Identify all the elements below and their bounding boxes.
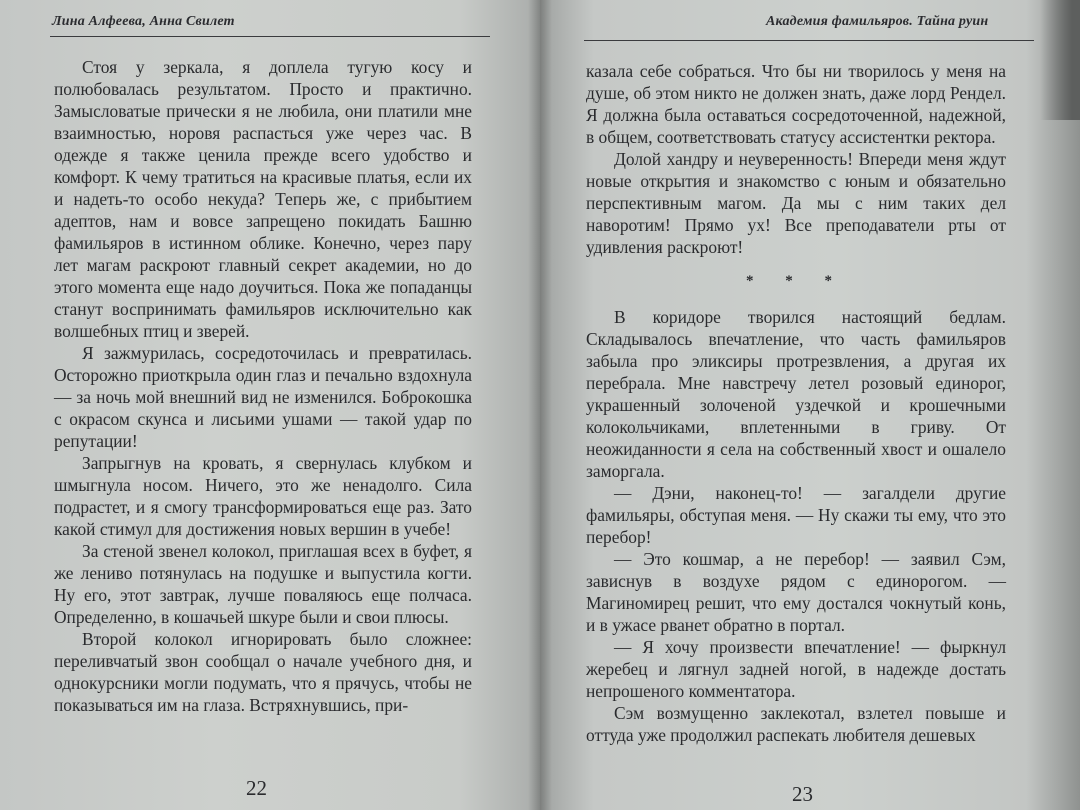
left-running-head: Лина Алфеева, Анна Свилет [52, 14, 235, 29]
paragraph: Второй колокол игнорировать было сложнее: переливчатый звон сообщал о начале учебного дня, и однокурсники могли подумать, что я прячусь, чтобы не показываться им на глаза. Встряхнувшись, при- [54, 629, 472, 715]
left-page-text [54, 56, 472, 716]
book-gutter [528, 0, 552, 810]
paragraph: За стеной звенел колокол, приглашая всех в буфет, я же лениво потянулась на подушке и выпустила когти. Ну его, этот завтрак, лучше поваляюсь еще полчаса. Определенно, в кошачьей шкуре были и свои плюсы. [54, 541, 472, 627]
left-page-number: 22 [246, 776, 267, 800]
paragraph: Сэм возмущенно заклекотал, взлетел повыше и оттуда уже продолжил распекать любителя дешевых [586, 703, 1006, 745]
right-header-rule [584, 40, 1034, 41]
right-running-head: Академия фамильяров. Тайна руин [766, 14, 989, 29]
left-header-rule [50, 36, 490, 37]
edge-shadow [1040, 0, 1080, 120]
paragraph: В коридоре творился настоящий бедлам. Складывалось впечатление, что часть фамильяров забыла про эликсиры протрезвления, а другая их перебрала. Мне навстречу летел розовый единорог, украшенный золоченой уздечкой и крошечными колокольчиками, вплетенными в гриву. От неожиданности я села на собственный хвост и ошалело заморгала. [586, 307, 1006, 481]
paragraph: Запрыгнув на кровать, я свернулась клубком и шмыгнула носом. Ничего, это же ненадолго. Сила подрастет, и я смогу трансформироваться еще раз. Зато какой стимул для достижения новых вершин в учебе! [54, 453, 472, 539]
continuation-paragraph: казала себе собраться. Что бы ни творилось у меня на душе, об этом никто не должен знать, даже лорд Рендел. Я должна была оставаться сосредоточенной, надежной, в общем, соответствовать статусу ассистентки ректора. [586, 61, 1006, 147]
right-page-text [586, 60, 1006, 746]
paragraph: — Дэни, наконец-то! — загалдели другие фамильяры, обступая меня. — Ну скажи ты ему, что это перебор! [586, 483, 1006, 547]
paragraph: — Это кошмар, а не перебор! — заявил Сэм, зависнув в воздухе рядом с единорогом. — Магиномирец решит, что ему достался чокнутый конь, и в ужасе рванет обратно в портал. [586, 549, 1006, 635]
right-page [540, 0, 1080, 810]
paragraph: Долой хандру и неуверенность! Впереди меня ждут новые открытия и знакомство с юным и обязательно перспективным магом. Да мы с ним таких дел наворотим! Прямо ух! Все преподаватели рты от удивления раскроют! [586, 149, 1006, 257]
paragraph: Стоя у зеркала, я доплела тугую косу и полюбовалась результатом. Просто и практично. Замысловатые прически я не любила, они платили мне взаимностью, норовя распасться уже через час. В одежде я также ценила прежде всего удобство и комфорт. К чему тратиться на красивые платья, если их и надеть-то особо некуда? Теперь же, с прибытием адептов, нам и вовсе запрещено покидать Башню фамильяров в истинном облике. Конечно, через пару лет магам раскроют главный секрет академии, но до этого момента еще надо доучиться. Пока же попаданцы станут воспринимать фамильяров исключительно как волшебных птиц и зверей. [54, 57, 472, 341]
right-page-number: 23 [792, 782, 813, 806]
section-break: * * * [746, 273, 846, 289]
paragraph: — Я хочу произвести впечатление! — фыркнул жеребец и лягнул задней ногой, в надежде достать непрошеного комментатора. [586, 637, 1006, 701]
paragraph: Я зажмурилась, сосредоточилась и превратилась. Осторожно приоткрыла один глаз и печально вздохнула — за ночь мой внешний вид не изменился. Боброкошка с окрасом скунса и лисьими ушами — такой удар по репутации! [54, 343, 472, 451]
